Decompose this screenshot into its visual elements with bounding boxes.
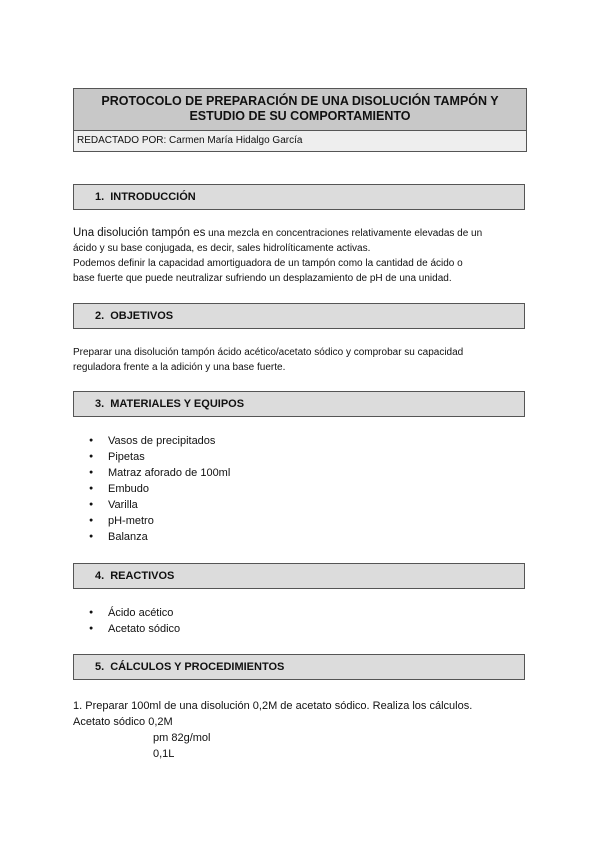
section-number: 4. — [95, 570, 105, 582]
section-heading-introduccion — [73, 184, 525, 210]
section-label: INTRODUCCIÓN — [110, 191, 196, 203]
section-label: MATERIALES Y EQUIPOS — [110, 398, 245, 410]
intro-paragraph — [73, 226, 528, 286]
intro-line-1-rest: una mezcla en concentraciones relativamente elevadas de un — [205, 228, 483, 239]
document-title — [74, 89, 526, 131]
section-label: REACTIVOS — [110, 570, 175, 582]
section-number: 1. — [95, 191, 105, 203]
section-heading-reactivos — [73, 563, 525, 589]
list-item: ● Matraz aforado de 100ml — [89, 465, 230, 481]
section-heading-materiales — [73, 391, 525, 417]
title-line-2: ESTUDIO DE SU COMPORTAMIENTO — [189, 109, 411, 123]
section-label: CÁLCULOS Y PROCEDIMIENTOS — [110, 661, 285, 673]
intro-lead: Una disolución tampón es — [73, 227, 206, 239]
section-label: OBJETIVOS — [110, 310, 174, 322]
calculos-line-1: 1. Preparar 100ml de una disolución 0,2M de acetato sódico. Realiza los cálculos. — [73, 700, 473, 712]
objetivos-paragraph — [73, 345, 528, 375]
calculos-block — [73, 698, 472, 730]
author-line: REDACTADO POR: Carmen María Hidalgo García — [74, 131, 526, 151]
section-number: 3. — [95, 398, 105, 410]
calculos-pm: pm 82g/mol — [153, 732, 211, 744]
list-item: ● pH-metro — [89, 513, 230, 529]
list-item: ● Varilla — [89, 497, 230, 513]
materiales-list — [89, 433, 230, 545]
calculos-line-2: Acetato sódico 0,2M — [73, 716, 173, 728]
calculos-indented — [153, 730, 210, 762]
list-item: ● Ácido acético — [89, 605, 180, 621]
section-heading-objetivos — [73, 303, 525, 329]
list-item: ● Vasos de precipitados — [89, 433, 230, 449]
intro-line-2: ácido y su base conjugada, es decir, sales hidrolíticamente activas. — [73, 243, 371, 254]
section-number: 2. — [95, 310, 105, 322]
reactivos-list — [89, 605, 180, 637]
list-item: ● Acetato sódico — [89, 621, 180, 637]
document-header — [73, 88, 527, 152]
section-number: 5. — [95, 661, 105, 673]
intro-line-3: Podemos definir la capacidad amortiguadora de un tampón como la cantidad de ácido o — [73, 258, 463, 269]
title-line-1: PROTOCOLO DE PREPARACIÓN DE UNA DISOLUCIÓN TAMPÓN Y — [101, 94, 499, 108]
objetivos-line-1: Preparar una disolución tampón ácido acético/acetato sódico y comprobar su capacidad — [73, 347, 464, 358]
intro-line-1 — [73, 226, 528, 241]
calculos-vol: 0,1L — [153, 748, 175, 760]
list-item: ● Embudo — [89, 481, 230, 497]
list-item: ● Balanza — [89, 529, 230, 545]
objetivos-line-2: reguladora frente a la adición y una base fuerte. — [73, 362, 286, 373]
list-item: ● Pipetas — [89, 449, 230, 465]
section-heading-calculos — [73, 654, 525, 680]
intro-line-4: base fuerte que puede neutralizar sufriendo un desplazamiento de pH de una unidad. — [73, 273, 452, 284]
